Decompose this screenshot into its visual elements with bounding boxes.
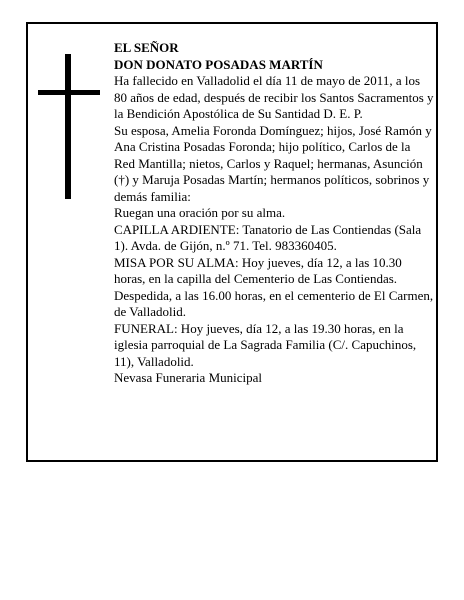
death-announcement: Ha fallecido en Valladolid el día 11 de mayo de 2011, a los 80 años de edad, después de recibir los Santos Sacramentos y la Bendición Apostólica de Su Santidad D. E. P. — [114, 73, 434, 121]
funeral-home: Nevasa Funeraria Municipal — [114, 370, 263, 385]
family-list: Su esposa, Amelia Foronda Domínguez; hijos, José Ramón y Ana Cristina Posadas Foronda; hijo político, Carlos de la Red Mantilla; nietos, Carlos y Raquel; hermanas, Asunción (†) y Maruja Posadas Martín; hermanos políticos, sobrinos y demás familia: — [114, 122, 432, 204]
chapel-info: CAPILLA ARDIENTE: Tanatorio de Las Contiendas (Sala 1). Avda. de Gijón, n.º 71. Tel. 983360405. — [114, 221, 422, 253]
funeral-info: FUNERAL: Hoy jueves, día 12, a las 19.30 horas, en la iglesia parroquial de La Sagrada Familia (C/. Capuchinos, 11), Valladolid. — [114, 320, 417, 369]
obituary-notice — [26, 22, 438, 462]
notice-body — [114, 40, 434, 387]
deceased-name: DON DONATO POSADAS MARTÍN — [114, 56, 323, 72]
prayer-request: Ruegan una oración por su alma. — [114, 205, 286, 220]
mass-info: MISA POR SU ALMA: Hoy jueves, día 12, a las 10.30 horas, en la capilla del Cementerio de Las Contiendas. — [114, 254, 402, 286]
latin-cross-icon — [38, 54, 100, 199]
notice-title-line1: EL SEÑOR — [114, 40, 179, 55]
farewell-info: Despedida, a las 16.00 horas, en el cementerio de El Carmen, de Valladolid. — [114, 287, 434, 319]
